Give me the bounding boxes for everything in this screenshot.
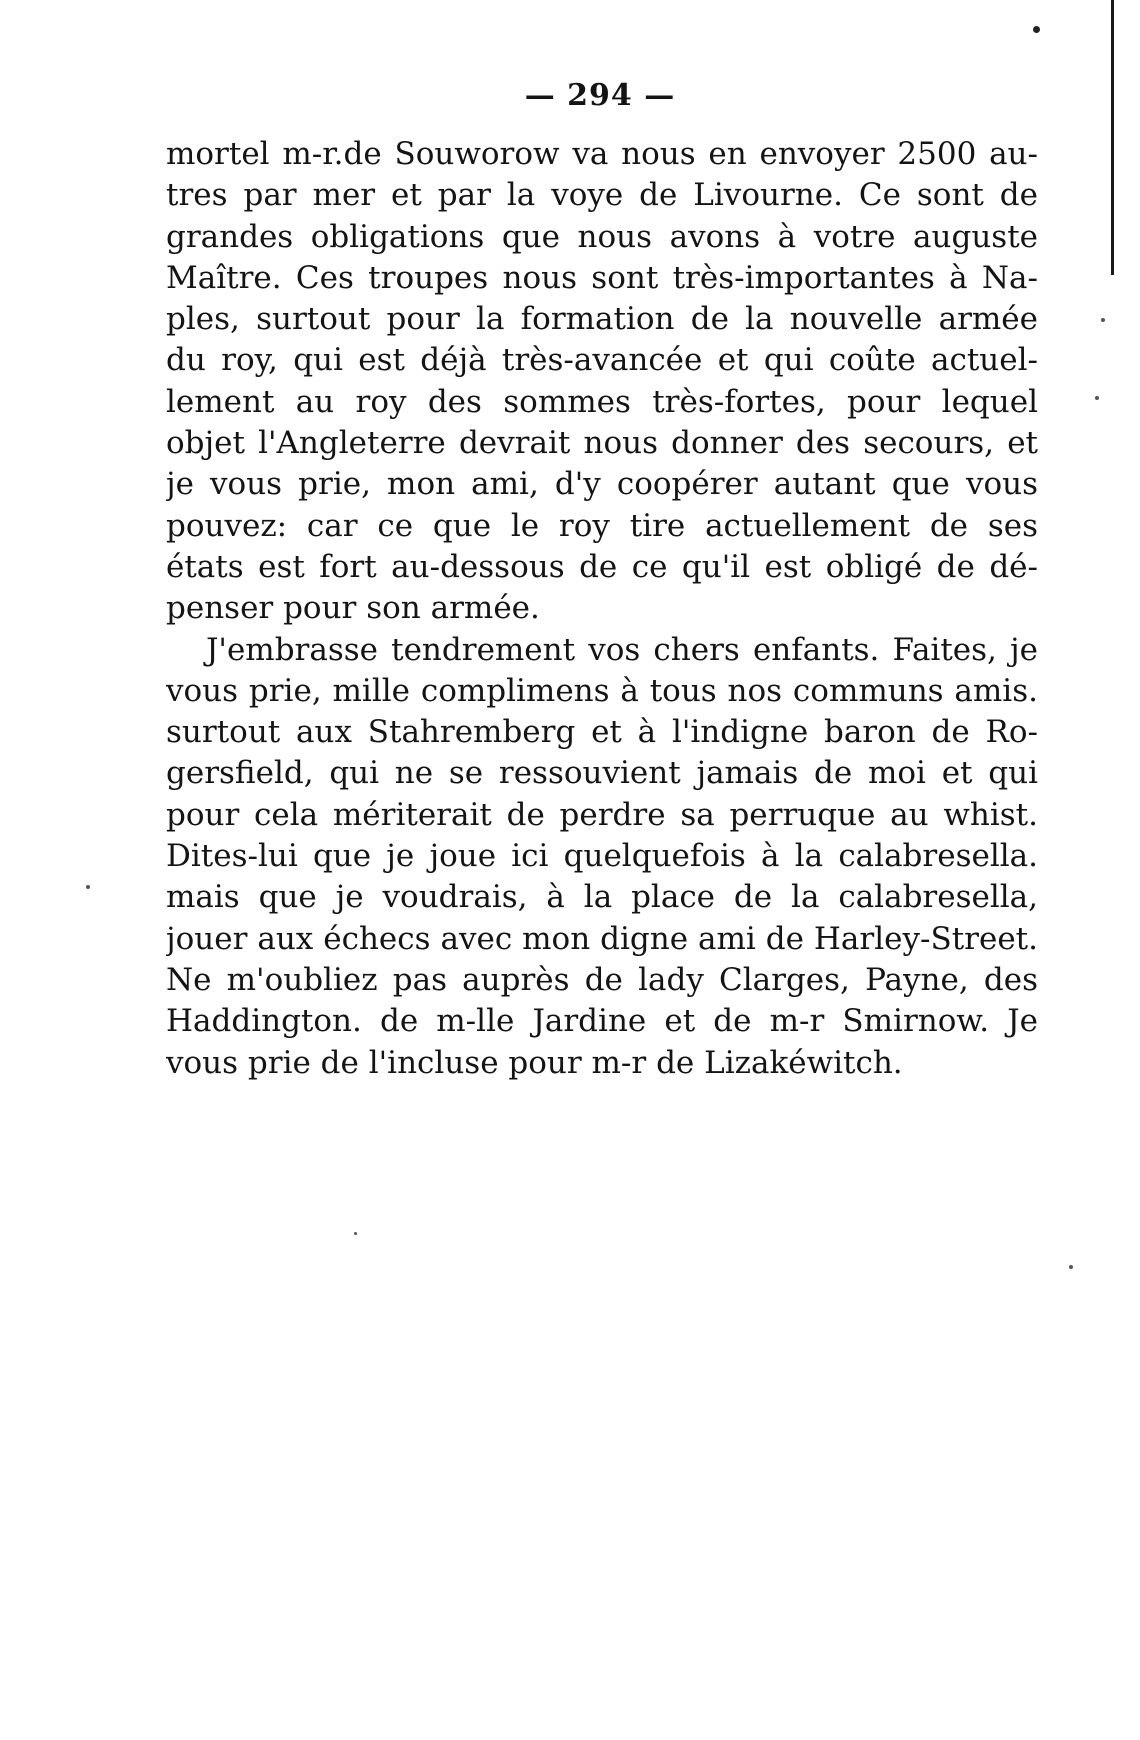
text-line: surtout aux Stahremberg et à l'indigne baron de Ro- bbox=[166, 714, 1038, 751]
paragraph-2 bbox=[166, 630, 1038, 1084]
scan-speck bbox=[1095, 396, 1099, 400]
text-line: gersfield, qui ne se ressouvient jamais de moi et qui bbox=[166, 755, 1038, 792]
text-line: grandes obligations que nous avons à votre auguste bbox=[166, 218, 1038, 255]
text-line: mortel m-r.de Souworow va nous en envoyer 2500 au- bbox=[166, 136, 1038, 172]
text-line: lement au roy des sommes très-fortes, pour lequel bbox=[166, 383, 1038, 420]
text-line: Haddington. de m-lle Jardine et de m-r Smirnow. Je bbox=[166, 1003, 1038, 1040]
text-line: pouvez: car ce que le roy tire actuellement de ses bbox=[166, 507, 1038, 544]
text-line: mais que je voudrais, à la place de la calabresella, bbox=[166, 879, 1038, 916]
text-line: vous prie, mille complimens à tous nos communs amis. bbox=[166, 672, 1038, 709]
page-body bbox=[166, 134, 1038, 1084]
text-line: du roy, qui est déjà très-avancée et qui coûte actuel- bbox=[166, 342, 1038, 379]
text-line: objet l'Angleterre devrait nous donner des secours, et bbox=[166, 425, 1038, 462]
page-number: — 294 — bbox=[524, 78, 676, 113]
scan-speck bbox=[1101, 318, 1105, 322]
scan-edge-rule bbox=[1111, 0, 1114, 275]
scan-speck bbox=[1069, 1265, 1073, 1269]
text-line: J'embrasse tendrement vos chers enfants. Faites, je bbox=[206, 631, 1038, 668]
paragraph-1 bbox=[166, 134, 1038, 630]
text-line: penser pour son armée. bbox=[166, 590, 540, 627]
text-line: tres par mer et par la voye de Livourne. Ce sont de bbox=[166, 177, 1038, 214]
scan-speck bbox=[354, 1232, 357, 1235]
text-line: je vous prie, mon ami, d'y coopérer autant que vous bbox=[166, 466, 1038, 503]
text-line: Ne m'oubliez pas auprès de lady Clarges, Payne, des bbox=[166, 961, 1038, 998]
text-line: jouer aux échecs avec mon digne ami de Harley-Street. bbox=[166, 920, 1038, 957]
scan-speck bbox=[1033, 26, 1040, 33]
text-line: Maître. Ces troupes nous sont très-importantes à Na- bbox=[166, 259, 1038, 296]
scan-speck bbox=[86, 885, 90, 889]
text-line: états est fort au-dessous de ce qu'il est obligé de dé- bbox=[166, 548, 1038, 585]
text-line: ples, surtout pour la formation de la nouvelle armée bbox=[166, 301, 1038, 338]
text-line: Dites-lui que je joue ici quelquefois à la calabresella. bbox=[166, 838, 1038, 875]
text-line: vous prie de l'incluse pour m-r de Lizakéwitch. bbox=[166, 1044, 903, 1081]
text-line: pour cela mériterait de perdre sa perruque au whist. bbox=[166, 796, 1038, 833]
